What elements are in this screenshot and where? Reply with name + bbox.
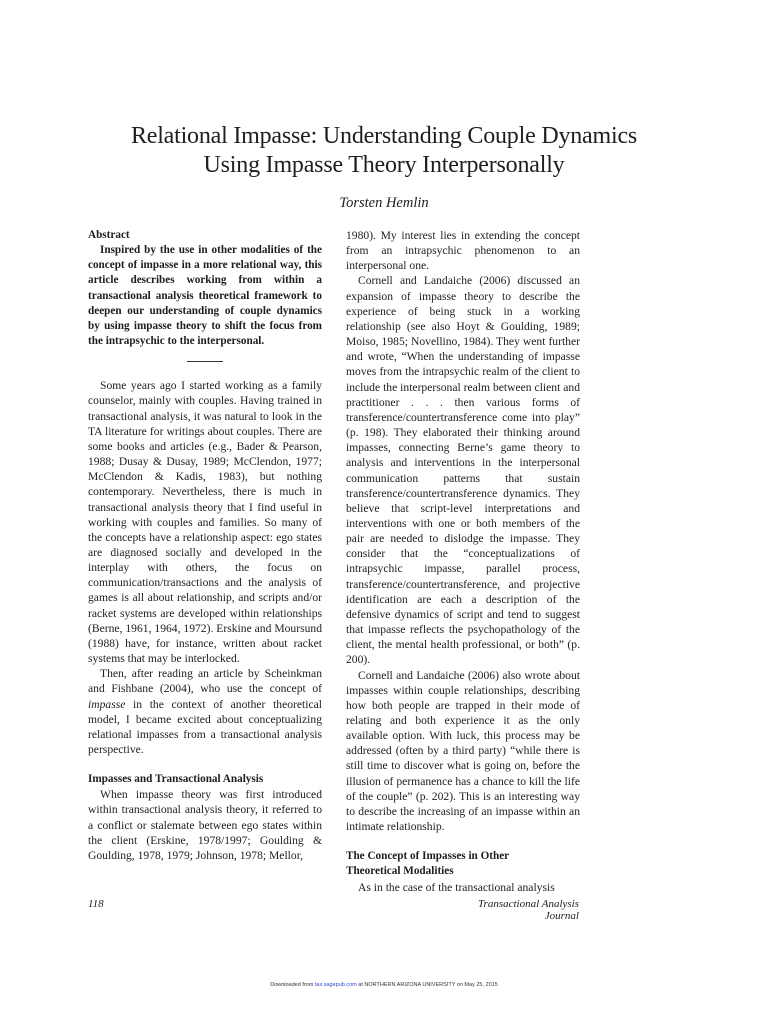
journal-name: Transactional Analysis Journal [478, 898, 579, 922]
section-divider [187, 361, 223, 362]
abstract-text: Inspired by the use in other modalities of the concept of impasse in a more relational way, this article describes working from within a transactional analysis theoretical framework to deepen our understanding of couple dynamics by using impasse theory to shift the focus from the intrapsychic to the interpersonal. [88, 244, 322, 348]
title-line-2: Using Impasse Theory Interpersonally [203, 152, 565, 178]
body-paragraph: Some years ago I started working as a family counselor, mainly with couples. Having trained in transactional analysis, it was natural to look in the TA literature for writings about couples. There are some books and articles (e.g., Bader & Pearson, 1988; Dusay & Dusay, 1989; McClendon, 1977; McClendon & Kadis, 1983), but nothing contemporary. Nevertheless, there is much in transactional analysis theory that I find useful in working with couples and families. So many of the concepts have a relationship aspect: ego states are diagnosed socially and developed in the interplay with others, the focus on communication/transactions and the analysis of games is all about relationship, and scripts and/or racket systems are developed within relationships (Berne, 1961, 1964, 1972). Erskine and Moursund (1988) have, for instance, written about racket systems that may be interlocked. [88, 379, 322, 666]
body-paragraph: As in the case of the transactional analysis [358, 880, 555, 894]
download-text: Downloaded from [270, 982, 315, 988]
article-title [0, 122, 768, 180]
left-column [88, 228, 322, 863]
section-heading: Impasses and Transactional Analysis [88, 773, 264, 786]
text-run: in the context of another theoretical model, I became excited about conceptualizing relational impasses from a transactional analysis perspective. [88, 697, 322, 756]
section-heading-line-2: Theoretical Modalities [346, 865, 454, 878]
body-paragraph [88, 666, 322, 757]
author-name: Torsten Hemlin [339, 195, 429, 211]
body-paragraph: Cornell and Landaiche (2006) discussed an expansion of impasse theory to describe the experience of being stuck in a working relationship (see also Hoyt & Goulding, 1989; Moiso, 1985; Novellino, 1984). They went further and wrote, “When the understanding of impasse moves from the intrapsychic realm of the client to include the interpersonal realm between client and practitioner . . . then various forms of transference/countertransference come into play” (p. 198). They elaborated their thinking around impasses, connecting Berne’s game theory to analysis and interventions in the interpersonal communication patterns that sustain transference/countertransference dynamics. They believe that script-level interpretations and interventions with one or both members of the pair are needed to dislodge the impasse. They consider that the “conceptualizations of intrapsychic impasse, parallel process, transference/countertransference, and projective identification are each a description of the defensive dynamics of script and tend to suggest that impasse reflects the psychopathology of the client, the mental health professional, or both” (p. 200). [346, 274, 580, 667]
abstract-heading: Abstract [88, 229, 130, 241]
text-run: Then, after reading an article by Scheinkman and Fishbane (2004), who use the concept of [88, 667, 322, 696]
download-text: at NORTHERN ARIZONA UNIVERSITY on May 25, 2015 [356, 982, 498, 988]
right-column [346, 228, 580, 895]
italic-term: impasse [88, 697, 126, 711]
title-line-1: Relational Impasse: Understanding Couple Dynamics [130, 123, 638, 149]
download-notice [0, 982, 768, 988]
body-paragraph: Cornell and Landaiche (2006) also wrote about impasses within couple relationships, describing how both people are trapped in their mode of relating and both experience it as the only available option. With luck, this process may be addressed (often by a third party) “while there is still time to discover what is going on, before the illusion of permanence has a chance to kill the life of the couple” (p. 202). This is an interesting way to describe the increasing of an impasse within an intimate relationship. [346, 668, 580, 834]
body-paragraph: When impasse theory was first introduced within transactional analysis theory, it referred to a conflict or stalemate between ego states within the client (Erskine, 1978/1997; Goulding & Goulding, 1978, 1979; Johnson, 1978; Mellor, [88, 788, 322, 862]
section-heading-line-1: The Concept of Impasses in Other [346, 850, 510, 863]
section-heading [346, 849, 580, 879]
page-number: 118 [88, 898, 104, 910]
download-link[interactable]: tax.sagepub.com [314, 982, 357, 988]
body-paragraph: 1980). My interest lies in extending the concept from an intrapsychic phenomenon to an interpersonal one. [346, 229, 580, 273]
